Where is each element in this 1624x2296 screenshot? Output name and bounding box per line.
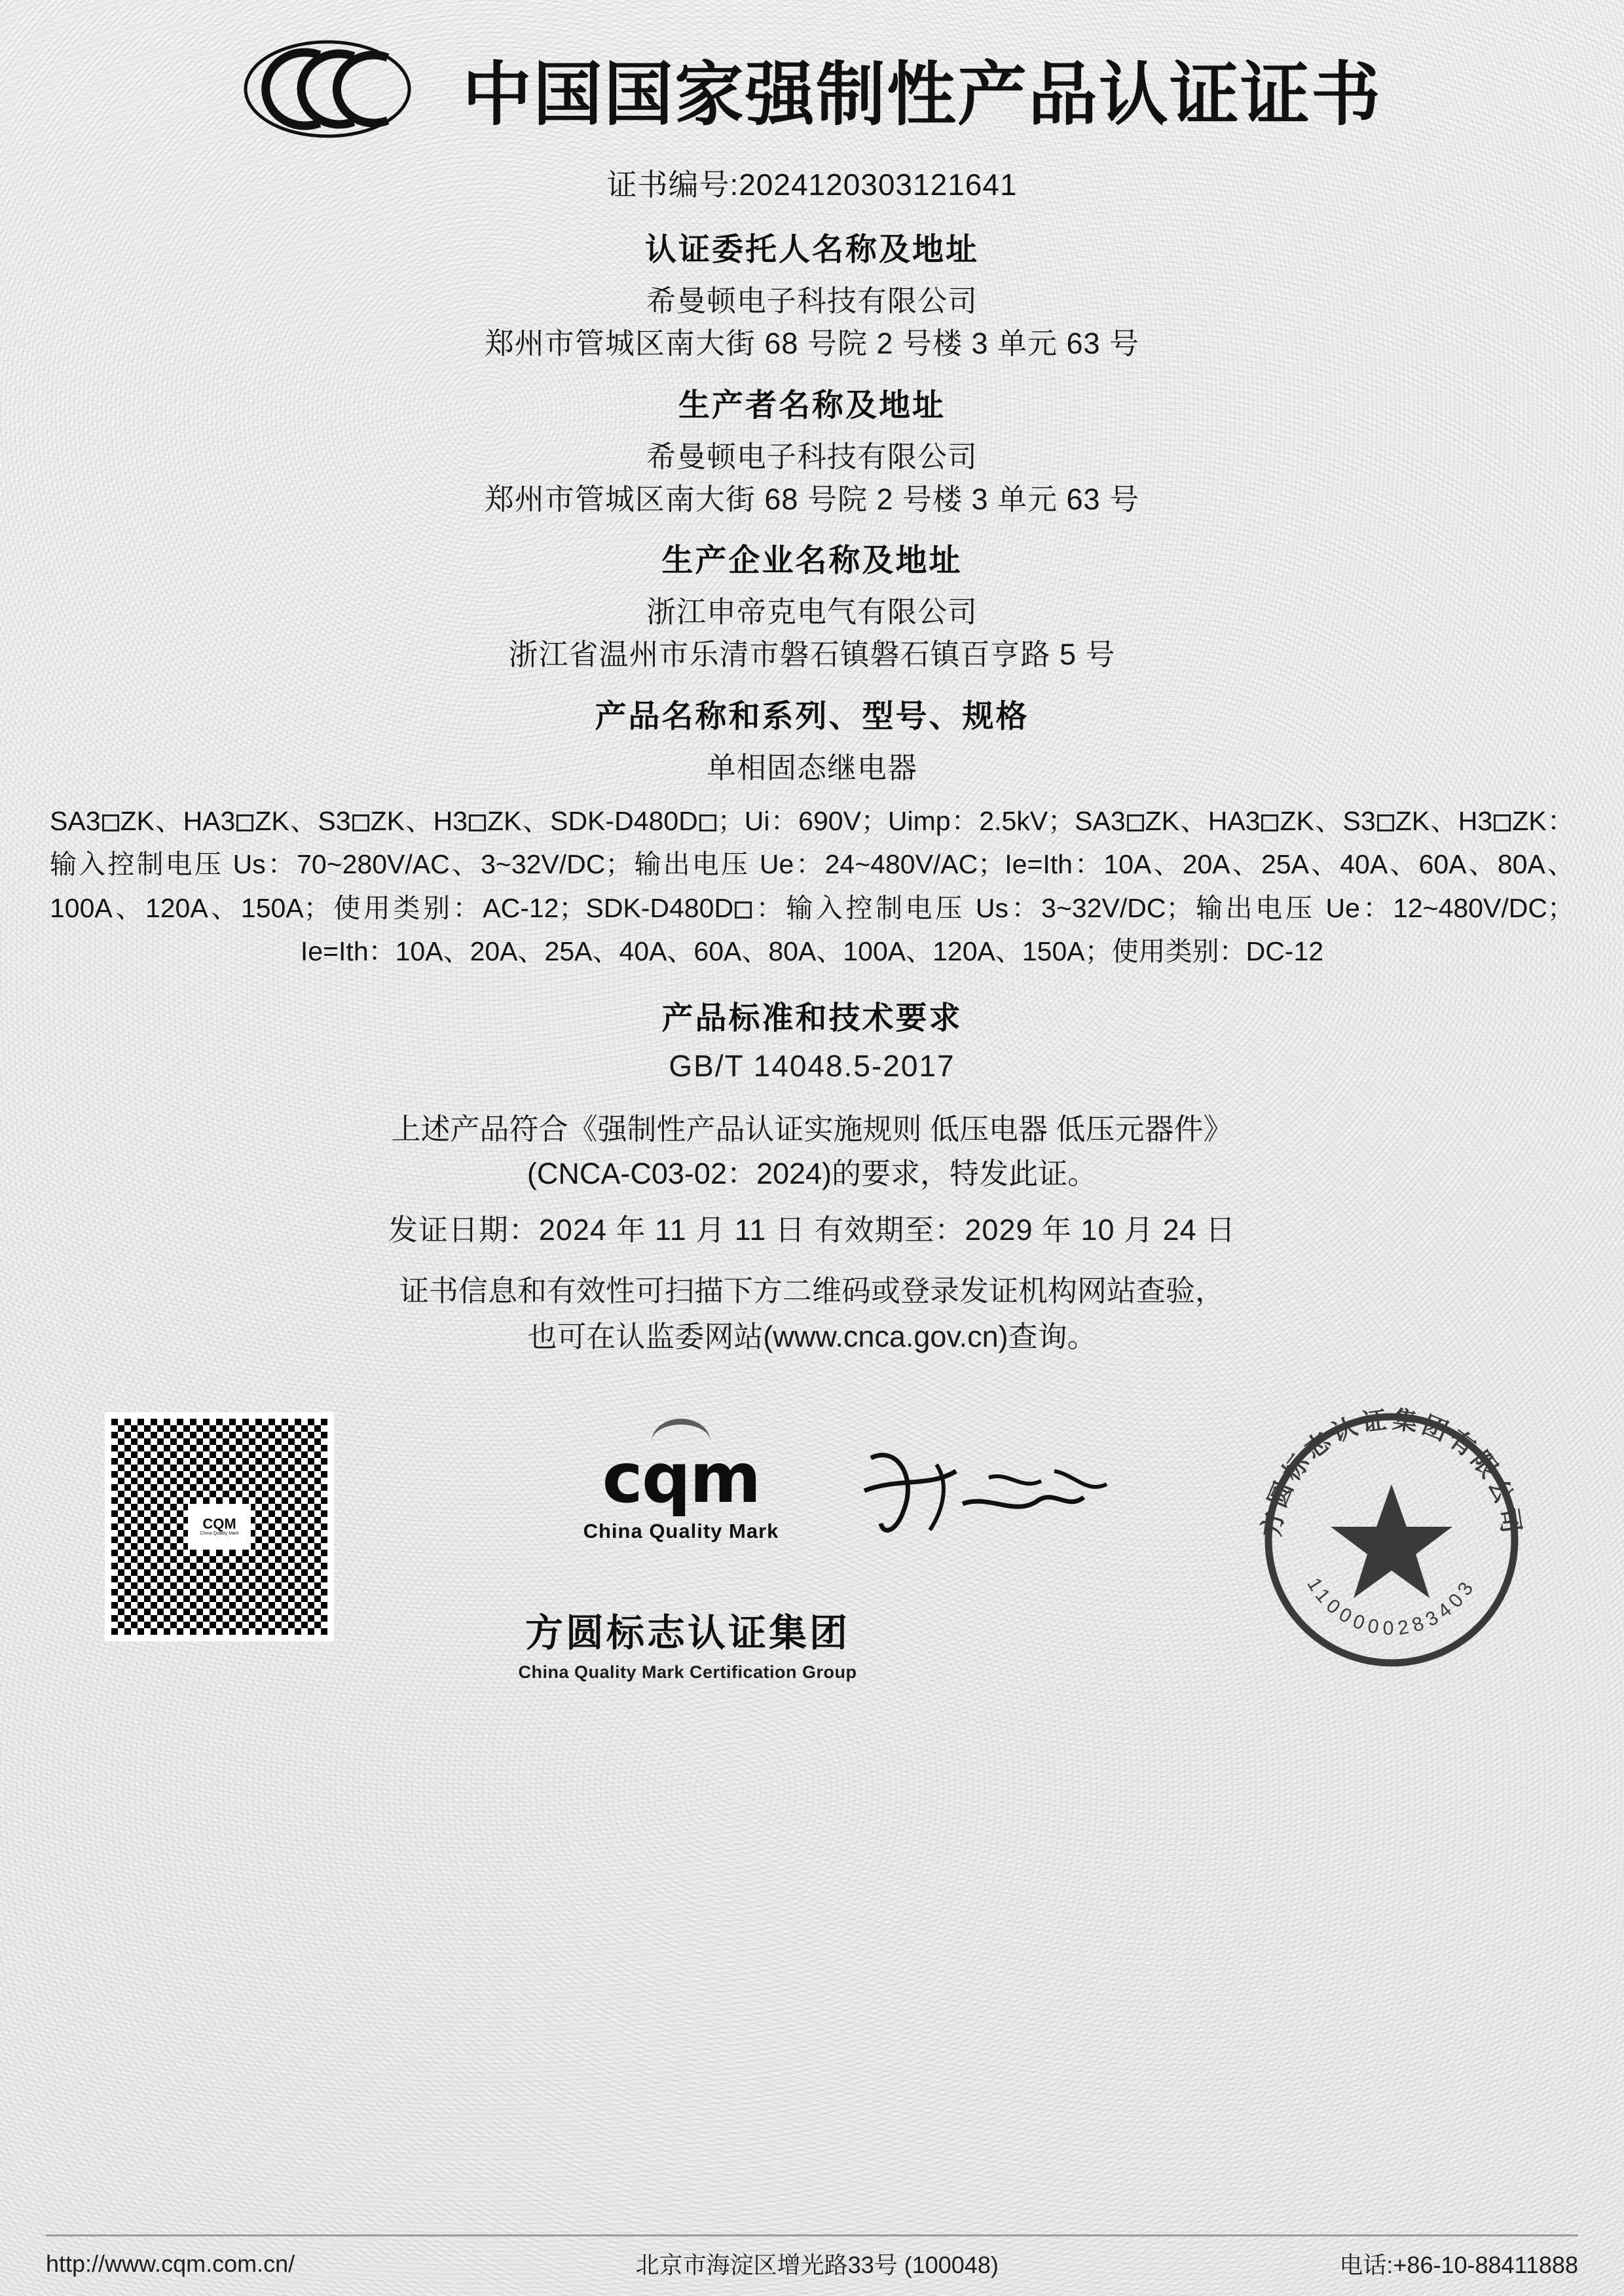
square-placeholder-icon (1127, 814, 1144, 831)
spec-seg-7: ZK、HA3 (1145, 805, 1261, 836)
producer-section (46, 380, 1578, 521)
certificate-header (46, 0, 1578, 141)
ccc-logo-icon (242, 37, 439, 141)
square-placeholder-icon (102, 814, 119, 831)
verification-line-1: 证书信息和有效性可扫描下方二维码或登录发证机构网站查验， (399, 1274, 1225, 1308)
square-placeholder-icon (1261, 814, 1278, 831)
issuer-name-cn: 方圆标志认证集团 (525, 1611, 850, 1654)
square-placeholder-icon (469, 814, 486, 831)
cqm-tagline: China Quality Mark (583, 1519, 779, 1542)
page-title: 中国国家强制性产品认证证书 (462, 54, 1382, 135)
applicant-address: 郑州市管城区南大街 68 号院 2 号楼 3 单元 63 号 (484, 327, 1140, 361)
statement-line-2: (CNCA-C03-02：2024)的要求，特发此证。 (526, 1156, 1098, 1190)
issuer-name-en: China Quality Mark Certification Group (518, 1662, 857, 1682)
issue-validity-dates: 发证日期：2024 年 11 月 11 日 有效期至：2029 年 10 月 24 日 (388, 1213, 1236, 1247)
footer-phone: 电话:+86-10-88411888 (1339, 2251, 1578, 2278)
product-section (46, 691, 1578, 974)
statement-line-1: 上述产品符合《强制性产品认证实施规则 低压电器 低压元器件》 (391, 1112, 1233, 1146)
spec-seg-8: ZK、S3 (1280, 805, 1376, 836)
page-footer (46, 2234, 1578, 2280)
svg-text:1100000283403: 1100000283403 (1302, 1574, 1481, 1639)
footer-website[interactable]: http://www.cqm.com.cn/ (46, 2250, 295, 2277)
factory-title: 生产企业名称及地址 (661, 543, 963, 578)
applicant-name: 希曼顿电子科技有限公司 (646, 284, 978, 318)
square-placeholder-icon (1494, 814, 1511, 831)
spec-seg-2: ZK、HA3 (120, 805, 236, 836)
producer-address: 郑州市管城区南大街 68 号院 2 号楼 3 单元 63 号 (484, 482, 1140, 516)
square-placeholder-icon (352, 814, 369, 831)
factory-name: 浙江申帝克电气有限公司 (646, 595, 978, 629)
square-placeholder-icon (699, 814, 716, 831)
standard-value: GB/T 14048.5-2017 (669, 1049, 955, 1084)
square-placeholder-icon (236, 814, 253, 831)
certificate-footer-area (46, 1386, 1578, 1753)
qr-center-sub: China Quality Mark (200, 1531, 239, 1537)
svg-text:方圆标志认证集团有限公司: 方圆标志认证集团有限公司 (1257, 1406, 1526, 1539)
cqm-logo (544, 1419, 819, 1543)
spec-seg-10: ZK：输入控制电压 Us：70~280V/AC、3~32V/DC；输出电压 Ue：24~480V/AC；Ie=Ith：10A、20A、25A、40A、60A、80A、100A、120A、150A；使用类别：AC-12；SDK-D480D (50, 805, 1574, 923)
qr-center-logo (188, 1504, 251, 1550)
spec-seg-3: ZK、S3 (255, 805, 351, 836)
verification-note (46, 1268, 1578, 1360)
issuer-name-block (504, 1602, 871, 1683)
applicant-title: 认证委托人名称及地址 (644, 232, 979, 267)
spec-seg-6: ；Ui：690V；Uimp：2.5kV；SA3 (717, 805, 1126, 836)
producer-name: 希曼顿电子科技有限公司 (646, 439, 978, 473)
spec-seg-11: ：输入控制电压 Us：3~32V/DC；输出电压 Ue：12~480V/DC；Ie=Ith：10A、20A、25A、40A、60A、80A、100A、120A、150A；使用类别：DC-12 (300, 892, 1574, 966)
spec-seg-1: SA3 (50, 805, 101, 836)
square-placeholder-icon (735, 902, 752, 919)
square-placeholder-icon (1377, 814, 1394, 831)
qr-center-text: CQM (202, 1516, 236, 1533)
certificate-number: 证书编号:2024120303121641 (606, 168, 1018, 202)
qr-code-icon[interactable] (105, 1412, 334, 1641)
producer-title: 生产者名称及地址 (678, 388, 946, 423)
product-title: 产品名称和系列、型号、规格 (595, 699, 1029, 734)
applicant-section (46, 224, 1578, 365)
spec-seg-4: ZK、H3 (370, 805, 468, 836)
factory-section (46, 535, 1578, 676)
verification-line-2: 也可在认监委网站(www.cnca.gov.cn)查询。 (527, 1320, 1097, 1354)
cqm-wordmark: cqm (602, 1438, 760, 1518)
standard-section (46, 993, 1578, 1084)
spec-seg-5: ZK、SDK-D480D (487, 805, 698, 836)
signature-icon (858, 1432, 1133, 1563)
conformity-statement (46, 1107, 1578, 1195)
spec-seg-9: ZK、H3 (1395, 805, 1493, 836)
factory-address: 浙江省温州市乐清市磐石镇磐石镇百亨路 5 号 (508, 638, 1116, 672)
footer-address: 北京市海淀区增光路33号 (100048) (635, 2251, 999, 2278)
official-seal-icon (1244, 1393, 1539, 1687)
product-name: 单相固态继电器 (706, 750, 917, 784)
product-specification (46, 799, 1578, 974)
standard-title: 产品标准和技术要求 (661, 1001, 963, 1036)
